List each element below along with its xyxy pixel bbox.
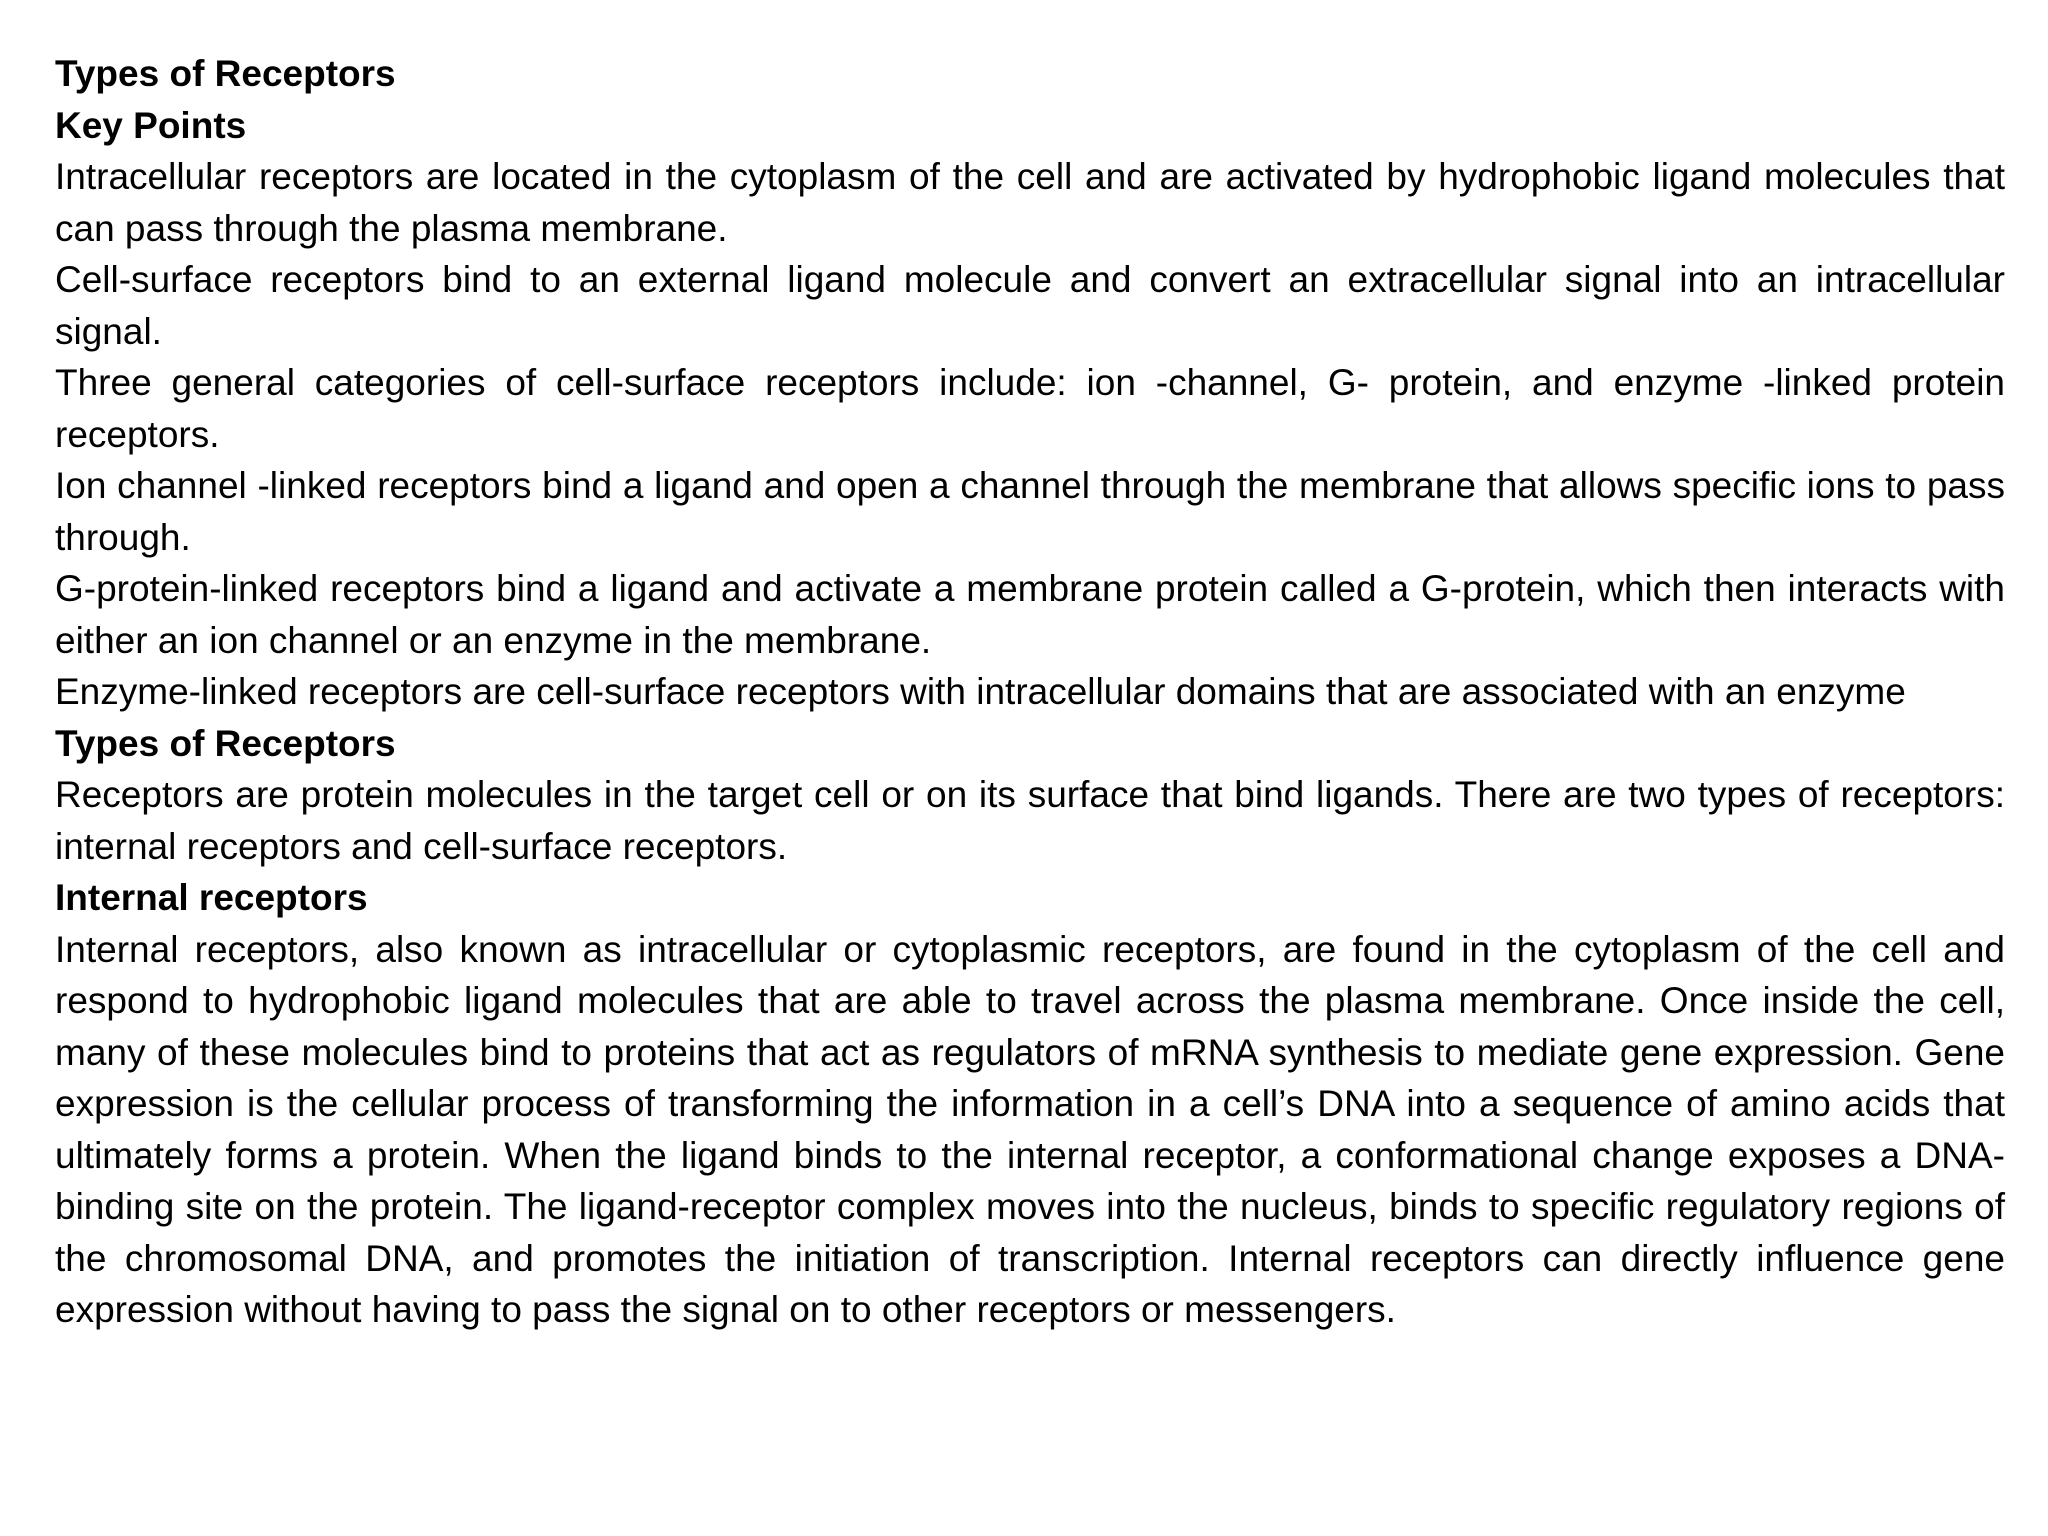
- types-paragraph: Receptors are protein molecules in the target cell or on its surface that bind ligands. There are two types of receptors: internal receptors and cell-surface receptors.: [55, 774, 2005, 867]
- title-types-of-receptors: Types of Receptors: [55, 53, 396, 94]
- types-of-receptors-heading: Types of Receptors: [55, 722, 396, 764]
- key-point-paragraph: Intracellular receptors are located in the cytoplasm of the cell and are activated by hydrophobic ligand molecules that can pass through the plasma membrane.: [55, 156, 2005, 249]
- key-point-paragraph: G-protein-linked receptors bind a ligand and activate a membrane protein called a G-protein, which then interacts with either an ion channel or an enzyme in the membrane.: [55, 568, 2005, 661]
- key-point-paragraph: Cell-surface receptors bind to an external ligand molecule and convert an extracellular signal into an intracellular signal.: [55, 259, 2005, 352]
- key-points-heading: Key Points: [55, 104, 247, 146]
- key-point-paragraph: Enzyme-linked receptors are cell-surface receptors with intracellular domains that are associated with an enzyme: [55, 671, 1906, 712]
- internal-receptors-heading: Internal receptors: [55, 877, 368, 918]
- document-page: [55, 48, 2005, 1336]
- internal-receptors-paragraph: Internal receptors, also known as intracellular or cytoplasmic receptors, are found in the cytoplasm of the cell and respond to hydrophobic ligand molecules that are able to travel across the plasma membrane. Once inside the cell, many of these molecules bind to proteins that act as regulators of mRNA synthesis to mediate gene expression. Gene expression is the cellular process of transforming the information in a cell’s DNA into a sequence of amino acids that ultimately forms a protein. When the ligand binds to the internal receptor, a conformational change exposes a DNA-binding site on the protein. The ligand-receptor complex moves into the nucleus, binds to specific regulatory regions of the chromosomal DNA, and promotes the initiation of transcription. Internal receptors can directly influence gene expression without having to pass the signal on to other receptors or messengers.: [55, 928, 2005, 1330]
- key-point-paragraph: Three general categories of cell-surface receptors include: ion -channel, G- protein, and enzyme -linked protein receptors.: [55, 362, 2005, 455]
- key-point-paragraph: Ion channel -linked receptors bind a ligand and open a channel through the membrane that allows specific ions to pass through.: [55, 465, 2005, 558]
